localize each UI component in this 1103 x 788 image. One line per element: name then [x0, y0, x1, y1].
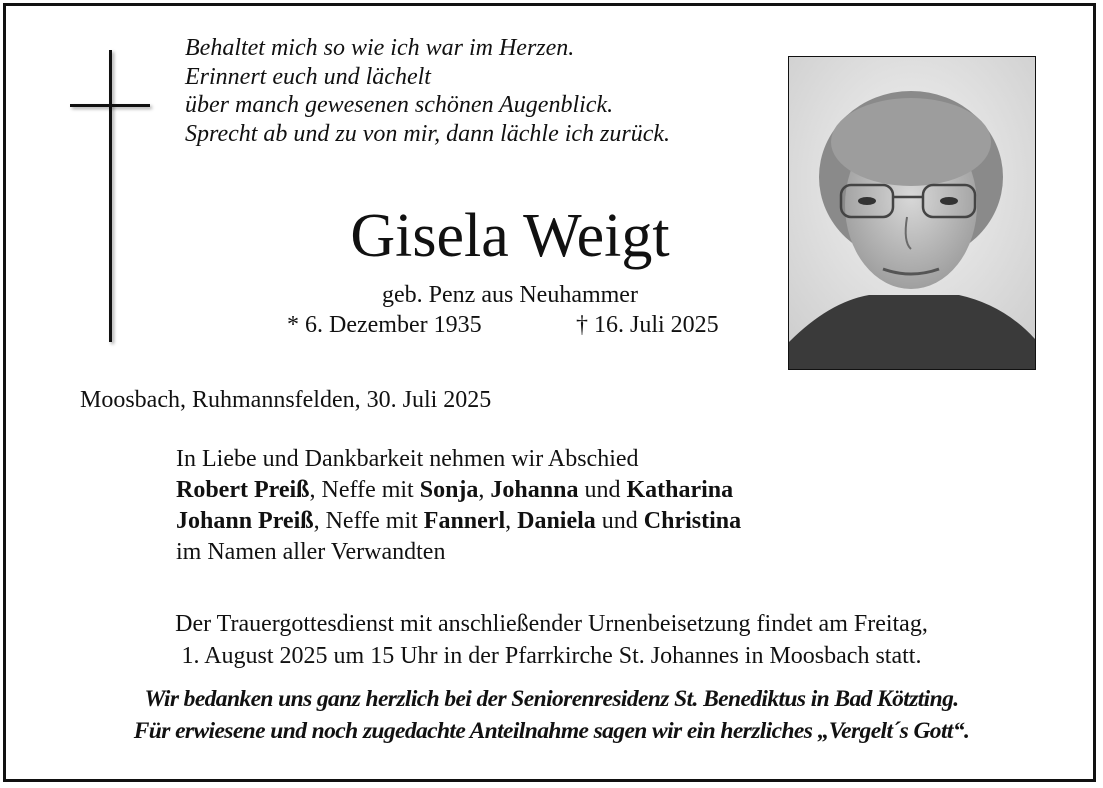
- relation-text: , Neffe mit: [309, 477, 420, 503]
- mourner-line: [176, 506, 741, 537]
- thanks-line: Wir bedanken uns ganz herzlich bei der Seniorenresidenz St. Benediktus in Bad Kötzting.: [144, 686, 959, 712]
- birth-name: geb. Penz aus Neuhammer: [382, 282, 638, 308]
- thanks-note: [10, 683, 1093, 747]
- service-line: 1. August 2025 um 15 Uhr in der Pfarrkirche St. Johannes in Moosbach statt.: [181, 643, 922, 669]
- service-line: Der Trauergottesdienst mit anschließender Urnenbeisetzung findet am Freitag,: [175, 611, 928, 637]
- poem-line: über manch gewesenen schönen Augenblick.: [185, 92, 614, 118]
- cross-icon: [109, 50, 112, 342]
- funeral-service-info: [20, 608, 1083, 672]
- mourner-name: Robert Preiß: [176, 477, 310, 503]
- mourner-name: Katharina: [626, 477, 734, 503]
- mourner-line: [176, 475, 741, 506]
- deceased-name: Gisela Weigt: [350, 202, 670, 270]
- relation-text: , Neffe mit: [313, 508, 424, 534]
- mourners-block: [176, 444, 741, 568]
- separator-text: und: [578, 477, 627, 503]
- place-and-date: Moosbach, Ruhmannsfelden, 30. Juli 2025: [80, 387, 492, 413]
- cross-icon-bar: [70, 104, 150, 107]
- mourners-intro: In Liebe und Dankbarkeit nehmen wir Abschied: [176, 446, 639, 472]
- mourner-name: Fannerl: [423, 508, 506, 534]
- mourner-name: Christina: [643, 508, 742, 534]
- separator-text: und: [595, 508, 644, 534]
- mourner-name: Sonja: [419, 477, 479, 503]
- death-date: † 16. Juli 2025: [576, 312, 719, 338]
- separator-text: ,: [505, 508, 518, 534]
- poem-line: Behaltet mich so wie ich war im Herzen.: [185, 35, 575, 61]
- thanks-line: Für erwiesene und noch zugedachte Anteilnahme sagen wir ein herzliches „Vergelt´s Gott“.: [133, 718, 970, 744]
- mourner-name: Johanna: [490, 477, 579, 503]
- mourner-name: Daniela: [517, 508, 596, 534]
- poem: [185, 34, 670, 148]
- poem-line: Erinnert euch und lächelt: [185, 63, 431, 90]
- portrait-photo: [788, 56, 1036, 370]
- poem-line: Sprecht ab und zu von mir, dann lächle ich zurück.: [185, 120, 671, 147]
- birth-date: * 6. Dezember 1935: [287, 312, 482, 338]
- separator-text: ,: [478, 477, 491, 503]
- mourner-name: Johann Preiß: [176, 508, 314, 534]
- mourners-closing: im Namen aller Verwandten: [176, 539, 446, 565]
